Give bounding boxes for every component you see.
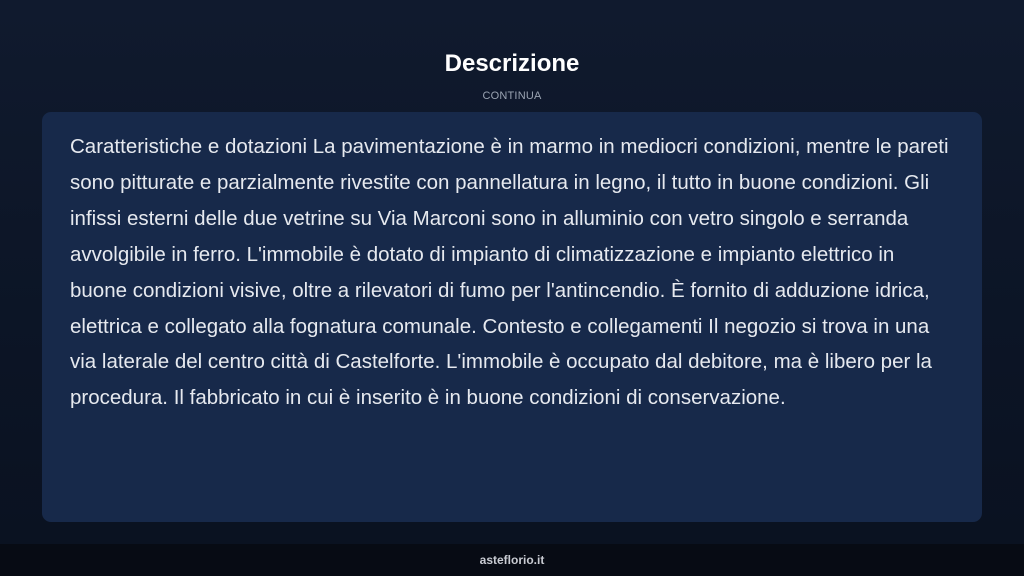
- page-title: Descrizione: [444, 50, 580, 77]
- site-name: asteflorio.it: [479, 553, 545, 567]
- description-text: Caratteristiche e dotazioni La pavimentazione è in marmo in mediocri condizioni, mentre le pareti sono pitturate e parzialmente rivestite con pannellatura in legno, il tutto in buone condizioni. Gli infissi esterni delle due vetrine su Via Marconi sono in alluminio con vetro singolo e serranda avvolgibile in ferro. L'immobile è dotato di impianto di climatizzazione e impianto elettrico in buone condizioni visive, oltre a rilevatori di fumo per l'antincendio. È fornito di adduzione idrica, elettrica e collegato alla fognatura comunale. Contesto e collegamenti Il negozio si trova in una via laterale del centro città di Castelforte. L'immobile è occupato dal debitore, ma è libero per la procedura. Il fabbricato in cui è inserito è in buone condizioni di conservazione.: [70, 135, 949, 410]
- description-card: [42, 112, 982, 522]
- continue-link[interactable]: CONTINUA: [482, 90, 542, 102]
- footer-bar: [0, 544, 1024, 576]
